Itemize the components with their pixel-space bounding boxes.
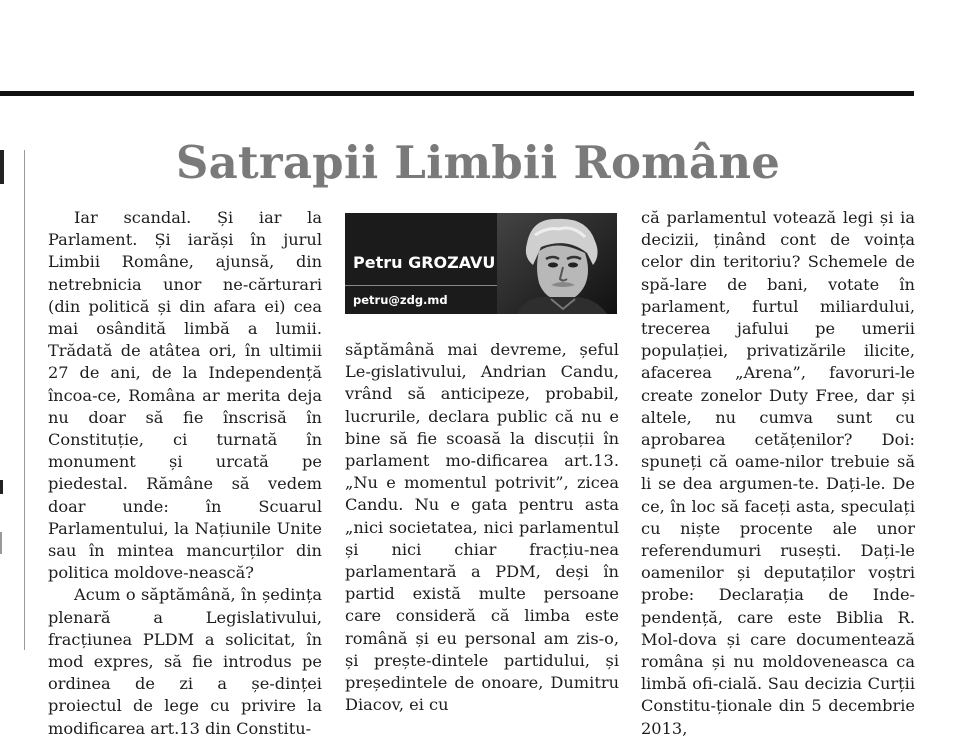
- top-rule: [0, 91, 914, 96]
- left-edge-mark: [0, 532, 2, 554]
- author-byline: [345, 213, 617, 314]
- author-photo: [497, 213, 617, 314]
- paragraph: că parlamentul votează legi și ia decizii, ținând cont de voința celor din teritoriu? Schemele de spă-lare de bani, votate în parlament, furtul miliardului, trecerea jafului pe umerii populației, privatizările ilicite, afacerea „Arena”, favoruri-le create zonelor Duty Free, dar și altele, nu cumva sunt cu aprobarea cetățenilor? Doi: spuneți că oame-nilor trebuie să li se dea argumen-te. Dați-le. De ce, în loc să faceți asta, speculați cu niște procente ale unor referendumuri rusești. Dați-le oamenilor și deputaților voștri probe: Declarația de Inde-pendență, care este Biblia R. Mol-dova și care documentează româna și nu moldoveneasca ca limbă ofi-cială. Sau decizia Curții Constitu-ționale din 5 decembrie 2013,: [641, 208, 915, 738]
- article-column-2: [345, 339, 619, 716]
- paragraph: Iar scandal. Și iar la Parlament. Și iarăși în jurul Limbii Române, ajunsă, din netrebnicia unor ne-cărturari (din politică și din afara ei) cea mai osândită limbă a lumii. Trădată de atâtea ori, în ultimii 27 de ani, de la Independență încoa-ce, Româna ar merita deja nu doar să fie înscrisă în Constituție, ci turnată în monument și urcată pe piedestal. Rămâne să vedem doar unde: în Scuarul Parlamentului, la Națiunile Unite sau în mintea mancurților din politica moldove-nească?: [48, 208, 322, 583]
- column-separator: [24, 150, 25, 650]
- author-name: Petru GROZAVU: [353, 253, 496, 272]
- paragraph: Acum o săptămână, în ședința plenară a Legislativului, fracțiunea PLDM a solicitat, în mod expres, să fie introdus pe ordinea de zi a șe-dinței proiectul de lege cu privire la modificarea art.13 din Constitu-: [48, 585, 322, 738]
- author-email: petru@zdg.md: [353, 293, 448, 307]
- article-headline: Satrapii Limbii Române: [175, 136, 781, 189]
- byline-divider: [345, 285, 505, 286]
- left-edge-mark: [0, 480, 3, 494]
- article-column-1: [48, 207, 322, 740]
- article-column-3: [641, 207, 915, 740]
- paragraph: săptămână mai devreme, șeful Le-gislativului, Andrian Candu, vrând să anticipeze, probabil, lucrurile, declara public că nu e bine să fie scoasă la discuții în parlament mo-dificarea art.13. „Nu e momentul potrivit”, zicea Candu. Nu e gata pentru asta „nici societatea, nici parlamentul și nici chiar fracțiu-nea parlamentară a PDM, deși în partid există multe persoane care consideră că limba este română și eu personal am zis-o, și prește-dintele partidului, și președintele de onoare, Dumitru Diacov, ei cu: [345, 340, 619, 715]
